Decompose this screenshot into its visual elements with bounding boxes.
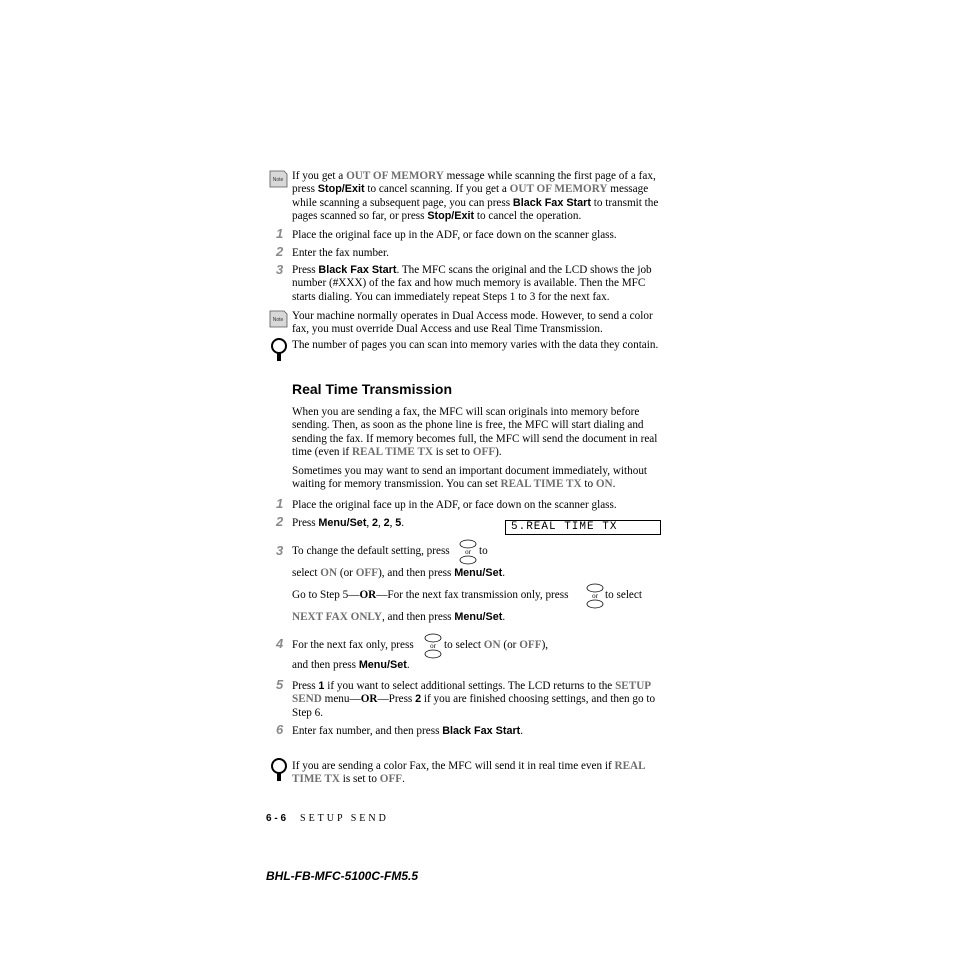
text: REAL TIME TX <box>500 478 582 491</box>
text: For the next fax only, press <box>292 639 414 651</box>
key-label: 2 <box>383 517 390 529</box>
text: . <box>520 725 524 737</box>
step-text <box>292 659 410 672</box>
step-number: 4 <box>276 636 284 651</box>
text: . The MFC scans the original and the LCD shows the job number (#XXX) of the fax and how much memory is available. Then the MFC starts dialing. You can immediately repeat Steps 1 to 3 for the next fax. <box>292 264 652 303</box>
text: Sometimes you may want to send an important document immediately, without waiting for memory transmission. You can set <box>292 465 648 491</box>
step-number: 5 <box>276 677 284 692</box>
step-number: 2 <box>276 244 284 259</box>
step-number: 1 <box>276 226 284 241</box>
text: To change the default setting, press <box>292 545 450 557</box>
text: (or <box>500 639 520 651</box>
key-label: Menu/Set <box>318 517 367 529</box>
step-text <box>292 589 568 602</box>
step-text <box>292 264 664 304</box>
step-number: 1 <box>276 496 284 511</box>
text: is set to <box>433 445 473 458</box>
key-label: Menu/Set <box>358 659 407 671</box>
key-label: Black Fax Start <box>318 264 397 276</box>
step-text <box>292 611 505 624</box>
text: OFF <box>472 445 496 458</box>
chapter-name: SETUP SEND <box>300 813 389 824</box>
text: ON <box>320 567 338 579</box>
note-icon <box>268 169 288 189</box>
text: to transmit the pages scanned so far, or press <box>292 196 659 222</box>
paragraph <box>292 406 664 459</box>
text: —For the next fax transmission only, press <box>376 589 569 601</box>
text: OR <box>360 693 378 706</box>
text: , <box>389 517 396 529</box>
text: , and then press <box>381 611 455 623</box>
text: REAL TIME TX <box>292 760 645 786</box>
key-label: 1 <box>318 680 325 692</box>
text: OR <box>359 589 377 601</box>
text: Enter fax number, and then press <box>292 725 443 737</box>
step-text <box>292 517 404 530</box>
step-number: 3 <box>276 543 284 558</box>
text: . <box>502 611 506 623</box>
navigation-key-icon <box>422 633 444 659</box>
nav-key-label: or <box>592 592 598 600</box>
step-number: 3 <box>276 262 284 277</box>
text: to <box>479 545 488 557</box>
note-icon-label: Note <box>272 177 284 183</box>
key-label: Menu/Set <box>454 567 503 579</box>
text: Go to Step 5— <box>292 589 360 601</box>
document-code: BHL-FB-MFC-5100C-FM5.5 <box>266 869 419 883</box>
key-label: Menu/Set <box>454 611 503 623</box>
step-text <box>292 567 505 580</box>
text: to select <box>605 589 642 601</box>
step-text: Place the original face up in the ADF, or face down on the scanner glass. <box>292 499 617 511</box>
tip-color-fax <box>292 760 664 787</box>
footer-page <box>266 808 389 826</box>
text: ON <box>483 639 501 651</box>
text: to <box>581 478 596 491</box>
key-label: 2 <box>372 517 379 529</box>
step-number: 2 <box>276 514 284 529</box>
text: If you are sending a color Fax, the MFC will send it in real time even if <box>292 760 615 772</box>
page-number: 6 - 6 <box>266 813 287 824</box>
text: menu— <box>321 693 361 706</box>
text: . <box>406 659 410 671</box>
step-text <box>292 545 450 558</box>
bulb-icon <box>270 757 288 783</box>
text: OFF <box>379 773 403 786</box>
text: OUT OF MEMORY <box>509 183 608 196</box>
text: If you get a <box>292 170 347 182</box>
step-number: 6 <box>276 722 284 737</box>
note-dual-access: Your machine normally operates in Dual Access mode. However, to send a color fax, you must override Dual Access and use Real Time Transmission. <box>292 310 653 336</box>
note-out-of-memory <box>292 170 664 223</box>
text: . <box>612 478 616 491</box>
text: Press <box>292 517 319 529</box>
step-text <box>292 639 414 652</box>
step-text <box>292 725 523 738</box>
text: if you want to select additional settings. The LCD returns to the <box>324 680 616 692</box>
text: to cancel scanning. If you get a <box>364 183 510 196</box>
text: (or <box>337 567 356 579</box>
text: ). <box>495 445 502 458</box>
navigation-key-icon <box>584 583 606 609</box>
text: When you are sending a fax, the MFC will scan originals into memory before sending. Then, as soon as the phone line is free, the MFC will start dialing and sending the fax. If memory becomes full, the MFC will send the document in real time (even if <box>292 406 658 458</box>
text: . <box>401 517 405 529</box>
text: message while scanning the first page of a fax, press <box>292 170 656 196</box>
text: . <box>402 773 405 786</box>
step-text <box>292 680 664 720</box>
text: OFF <box>519 639 542 651</box>
text: OFF <box>355 567 379 579</box>
text: select <box>292 567 321 579</box>
key-label: Stop/Exit <box>317 183 365 196</box>
step-text: Place the original face up in the ADF, or face down on the scanner glass. <box>292 229 617 241</box>
text: NEXT FAX ONLY <box>292 611 382 623</box>
navigation-key-icon <box>457 539 479 565</box>
note-icon <box>268 309 288 329</box>
step-text: Enter the fax number. <box>292 247 389 259</box>
text: REAL TIME TX <box>351 445 433 458</box>
text: ON <box>595 478 613 491</box>
step-text <box>444 639 548 652</box>
text: , <box>378 517 384 529</box>
text: ), <box>541 639 549 651</box>
text: message while scanning a subsequent page, you can press <box>292 183 649 209</box>
key-label: 5 <box>395 517 402 529</box>
text: , <box>366 517 373 529</box>
lcd-display: 5.REAL TIME TX <box>505 520 661 535</box>
text: if you are finished choosing settings, and then go to Step 6. <box>292 693 656 719</box>
key-label: Black Fax Start <box>442 725 521 737</box>
text: OUT OF MEMORY <box>346 170 444 182</box>
key-label: Stop/Exit <box>427 209 475 222</box>
bulb-icon <box>270 337 288 363</box>
paragraph <box>292 465 664 492</box>
text: Press <box>292 680 319 692</box>
tip-memory-pages: The number of pages you can scan into memory varies with the data they contain. <box>292 339 659 351</box>
text: . <box>502 567 505 579</box>
key-label: Black Fax Start <box>512 196 591 209</box>
svg-text:Note: Note <box>272 317 284 323</box>
text: Press <box>292 264 319 276</box>
section-heading: Real Time Transmission <box>292 381 453 397</box>
text: to select <box>444 639 484 651</box>
text: to cancel the operation. <box>474 209 582 222</box>
text: is set to <box>339 773 380 786</box>
nav-key-label: or <box>465 548 471 556</box>
key-label: 2 <box>415 693 422 706</box>
text: ), and then press <box>378 567 455 579</box>
text: and then press <box>292 659 359 671</box>
text: —Press <box>377 693 416 706</box>
text: SETUP SEND <box>292 680 651 706</box>
nav-key-label: or <box>430 642 436 650</box>
